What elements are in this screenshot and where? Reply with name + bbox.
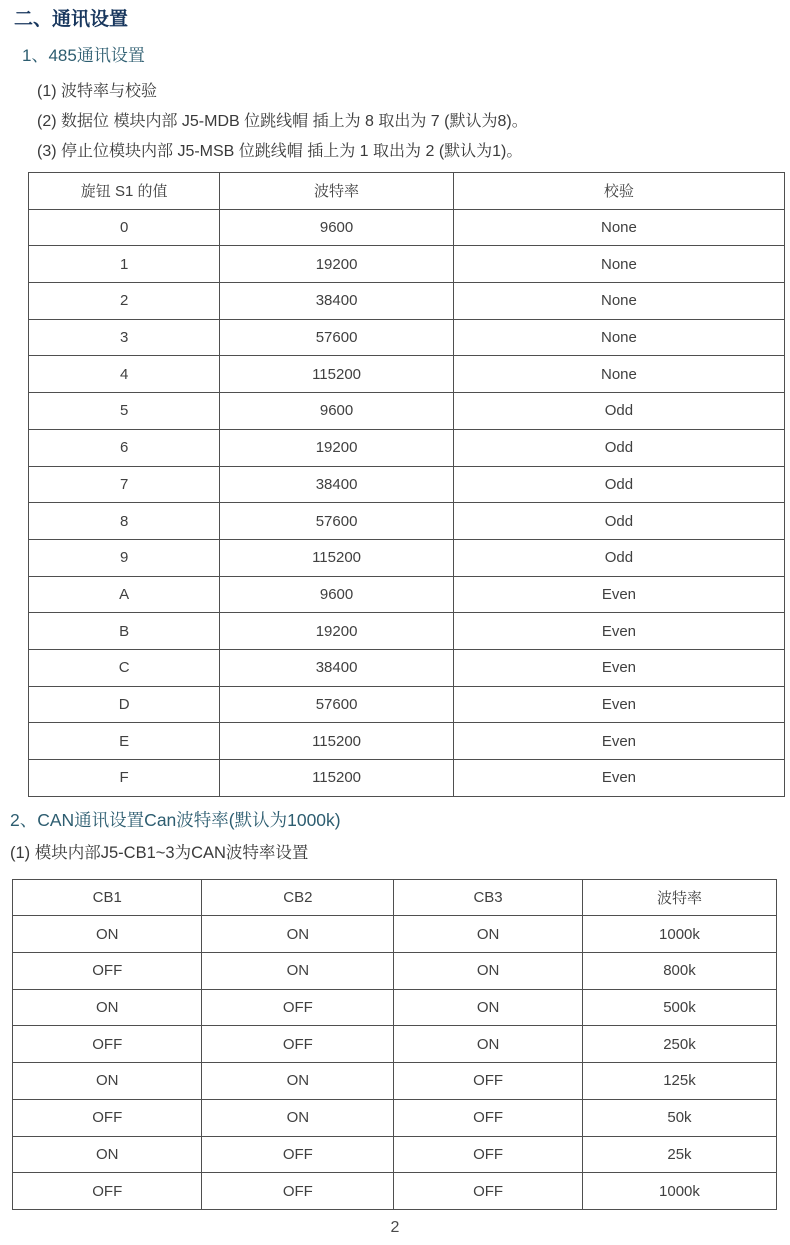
table-row (29, 246, 785, 283)
table-row (29, 393, 785, 430)
table-cell: None (453, 283, 784, 320)
table-cell: 38400 (220, 649, 454, 686)
table-cell: OFF (13, 1099, 202, 1136)
table-row (29, 576, 785, 613)
table-row (13, 953, 777, 990)
table-row (13, 1063, 777, 1100)
table-cell: A (29, 576, 220, 613)
table-cell: None (453, 209, 784, 246)
table-cell: 3 (29, 319, 220, 356)
column-header: CB1 (13, 879, 202, 916)
table-cell: 8 (29, 503, 220, 540)
table-cell: 9600 (220, 576, 454, 613)
table-cell: Even (453, 723, 784, 760)
table-cell: 500k (582, 989, 776, 1026)
table-row (13, 1136, 777, 1173)
table-cell: 5 (29, 393, 220, 430)
section-485-heading: 1、485通讯设置 (22, 46, 145, 65)
table-cell: 1000k (582, 1173, 776, 1210)
table-cell: ON (202, 1099, 394, 1136)
list-item-baud-parity: (1) 波特率与校验 (37, 83, 158, 100)
table-cell: OFF (394, 1173, 583, 1210)
table-row (13, 1026, 777, 1063)
page-number: 2 (390, 1218, 400, 1236)
table-cell: 4 (29, 356, 220, 393)
table-cell: 38400 (220, 466, 454, 503)
table-row (13, 1099, 777, 1136)
table-cell: OFF (202, 1136, 394, 1173)
table-cell: Even (453, 613, 784, 650)
table-cell: 19200 (220, 246, 454, 283)
list-item-data-bit: (2) 数据位 模块内部 J5-MDB 位跳线帽 插上为 8 取出为 7 (默认为8)。 (37, 113, 528, 130)
table-cell: ON (202, 916, 394, 953)
table-cell: None (453, 319, 784, 356)
column-header: CB2 (202, 879, 394, 916)
table-cell: Odd (453, 393, 784, 430)
table-cell: Even (453, 760, 784, 797)
table-cell: 800k (582, 953, 776, 990)
table-cell: ON (394, 953, 583, 990)
table-cell: 19200 (220, 429, 454, 466)
table-cell: 1 (29, 246, 220, 283)
table-cell: 125k (582, 1063, 776, 1100)
table-row (29, 760, 785, 797)
table-cell: 115200 (220, 356, 454, 393)
table-cell: Even (453, 576, 784, 613)
table-row (29, 283, 785, 320)
table-row (13, 1173, 777, 1210)
table-cell: ON (394, 916, 583, 953)
table-cell: OFF (13, 953, 202, 990)
table-cell: ON (202, 953, 394, 990)
column-header: CB3 (394, 879, 583, 916)
table-cell: Odd (453, 429, 784, 466)
table-cell: 9 (29, 539, 220, 576)
table-row (29, 466, 785, 503)
table-cell: 19200 (220, 613, 454, 650)
table-cell: 2 (29, 283, 220, 320)
section-can-heading: 2、CAN通讯设置Can波特率(默认为1000k) (10, 809, 341, 830)
table-cell: OFF (202, 1026, 394, 1063)
table-cell: F (29, 760, 220, 797)
section-can-subheading: (1) 模块内部J5-CB1~3为CAN波特率设置 (10, 843, 309, 862)
table-row (29, 723, 785, 760)
table-cell: OFF (13, 1026, 202, 1063)
table-cell: ON (202, 1063, 394, 1100)
table-cell: OFF (202, 989, 394, 1026)
table-cell: 115200 (220, 723, 454, 760)
table-cell: 57600 (220, 686, 454, 723)
table-header-row (29, 173, 785, 210)
table-row (29, 429, 785, 466)
table-cell: 7 (29, 466, 220, 503)
page-title: 二、通讯设置 (14, 9, 129, 30)
table-cell: Even (453, 686, 784, 723)
column-header: 校验 (453, 173, 784, 210)
table-cell: B (29, 613, 220, 650)
table-row (13, 916, 777, 953)
table-cell: 38400 (220, 283, 454, 320)
table-cell: 9600 (220, 393, 454, 430)
table-row (29, 319, 785, 356)
table-cell: 25k (582, 1136, 776, 1173)
table-cell: ON (13, 1136, 202, 1173)
table-row (29, 686, 785, 723)
can-baud-table (12, 879, 777, 1210)
table-row (29, 649, 785, 686)
baud-parity-table (28, 172, 785, 797)
table-cell: ON (13, 1063, 202, 1100)
table-cell: 57600 (220, 503, 454, 540)
table-row (29, 613, 785, 650)
column-header: 波特率 (220, 173, 454, 210)
table-cell: OFF (13, 1173, 202, 1210)
table-cell: 115200 (220, 539, 454, 576)
table-cell: OFF (202, 1173, 394, 1210)
table-cell: 1000k (582, 916, 776, 953)
table-cell: 50k (582, 1099, 776, 1136)
list-item-stop-bit: (3) 停止位模块内部 J5-MSB 位跳线帽 插上为 1 取出为 2 (默认为1)。 (37, 143, 523, 160)
table-cell: Odd (453, 503, 784, 540)
table-cell: 6 (29, 429, 220, 466)
table-cell: Odd (453, 466, 784, 503)
table-cell: OFF (394, 1063, 583, 1100)
table-cell: Odd (453, 539, 784, 576)
table-row (13, 989, 777, 1026)
table-cell: D (29, 686, 220, 723)
table-cell: Even (453, 649, 784, 686)
table-cell: ON (13, 916, 202, 953)
table-cell: E (29, 723, 220, 760)
table-cell: ON (394, 1026, 583, 1063)
table-cell: ON (394, 989, 583, 1026)
table-cell: OFF (394, 1136, 583, 1173)
table-cell: OFF (394, 1099, 583, 1136)
table-cell: 9600 (220, 209, 454, 246)
table-cell: ON (13, 989, 202, 1026)
table-cell: 115200 (220, 760, 454, 797)
table-cell: None (453, 246, 784, 283)
table-cell: None (453, 356, 784, 393)
table-row (29, 209, 785, 246)
table-row (29, 539, 785, 576)
column-header: 旋钮 S1 的值 (29, 173, 220, 210)
table-cell: C (29, 649, 220, 686)
table-row (29, 503, 785, 540)
table-row (29, 356, 785, 393)
table-cell: 57600 (220, 319, 454, 356)
column-header: 波特率 (582, 879, 776, 916)
table-cell: 250k (582, 1026, 776, 1063)
section-485-list (0, 77, 790, 167)
table-cell: 0 (29, 209, 220, 246)
table-header-row (13, 879, 777, 916)
